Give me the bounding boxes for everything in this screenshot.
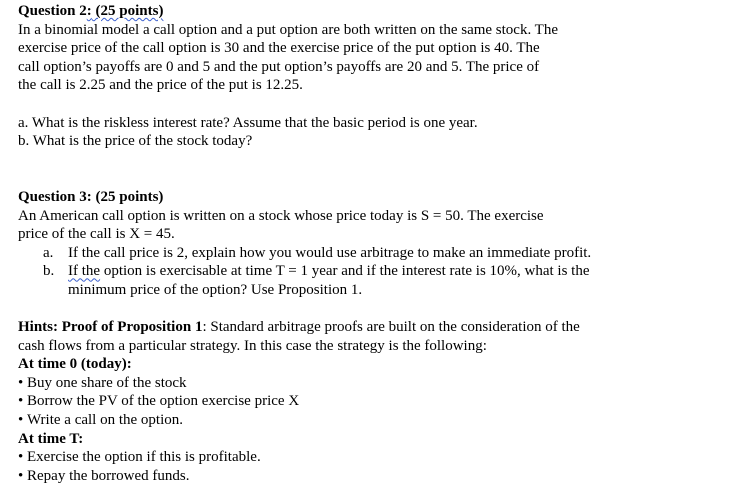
question-3-item-a-text: If the call price is 2, explain how you would use arbitrage to make an immediate profit. <box>68 244 592 261</box>
question-2-text-line-1: In a binomial model a call option and a put option are both written on the same stock. The <box>18 21 559 38</box>
question-3-text-line-1: An American call option is written on a stock whose price today is S = 50. The exercise <box>18 207 544 224</box>
bullet-icon: • <box>18 412 24 429</box>
question-3-item-b-continuation: minimum price of the option? Use Proposition 1. <box>68 281 363 298</box>
hints-line-1 <box>18 318 718 337</box>
bullet-item <box>18 467 718 486</box>
bullet-item <box>18 411 718 430</box>
bullet-icon: • <box>18 467 24 484</box>
question-2-title <box>18 2 718 21</box>
bullet-item <box>18 448 718 467</box>
question-3-title: Question 3: (25 points) <box>18 188 164 205</box>
bullet-item <box>18 392 718 411</box>
list-marker: a. <box>43 244 54 261</box>
bullet-icon: • <box>18 449 24 466</box>
bullet-icon: • <box>18 393 24 410</box>
hints-line-2: cash flows from a particular strategy. In this case the strategy is the following: <box>18 337 487 354</box>
spacer <box>18 300 718 319</box>
question-3-item-b-rest: option is exercisable at time T = 1 year and if the interest rate is 10%, what is the <box>100 263 590 280</box>
bullet-text: Repay the borrowed funds. <box>27 467 190 484</box>
question-2-colon: : <box>86 3 92 19</box>
time-t-heading: At time T: <box>18 430 84 447</box>
question-3-item-b-text <box>65 262 590 281</box>
time-0-heading: At time 0 (today): <box>18 356 132 373</box>
question-2-text-line-2: exercise price of the call option is 30 and the exercise price of the put option is 40. The <box>18 40 540 57</box>
spellcheck-flagged-text: If the <box>68 263 101 280</box>
bullet-icon: • <box>18 374 24 391</box>
question-2-part-a: a. What is the riskless interest rate? Assume that the basic period is one year. <box>18 114 478 131</box>
question-2-text-line-3: call option’s payoffs are 0 and 5 and the put option’s payoffs are 20 and 5. The price of <box>18 58 540 75</box>
bullet-text: Borrow the PV of the option exercise price X <box>27 393 300 410</box>
question-2-label: Question 2 <box>18 3 87 19</box>
bullet-item <box>18 374 718 393</box>
question-2-part-b: b. What is the price of the stock today? <box>18 133 253 150</box>
spacer <box>18 151 718 170</box>
spacer <box>18 169 718 188</box>
list-marker: b. <box>43 263 55 280</box>
bullet-text: Write a call on the option. <box>27 412 184 429</box>
spacer <box>18 95 718 114</box>
question-3-item-a <box>18 244 718 263</box>
question-2-points: (25 points) <box>91 3 164 19</box>
hints-line-1-rest: : Standard arbitrage proofs are built on the consideration of the <box>202 319 580 336</box>
document-body <box>18 2 718 485</box>
bullet-text: Buy one share of the stock <box>27 374 187 391</box>
bullet-text: Exercise the option if this is profitable. <box>27 449 261 466</box>
question-3-text-line-2: price of the call is X = 45. <box>18 226 175 243</box>
question-3-item-b <box>18 262 718 281</box>
question-2-text-line-4: the call is 2.25 and the price of the put is 12.25. <box>18 77 303 94</box>
hints-label: Hints: Proof of Proposition 1 <box>18 319 203 336</box>
